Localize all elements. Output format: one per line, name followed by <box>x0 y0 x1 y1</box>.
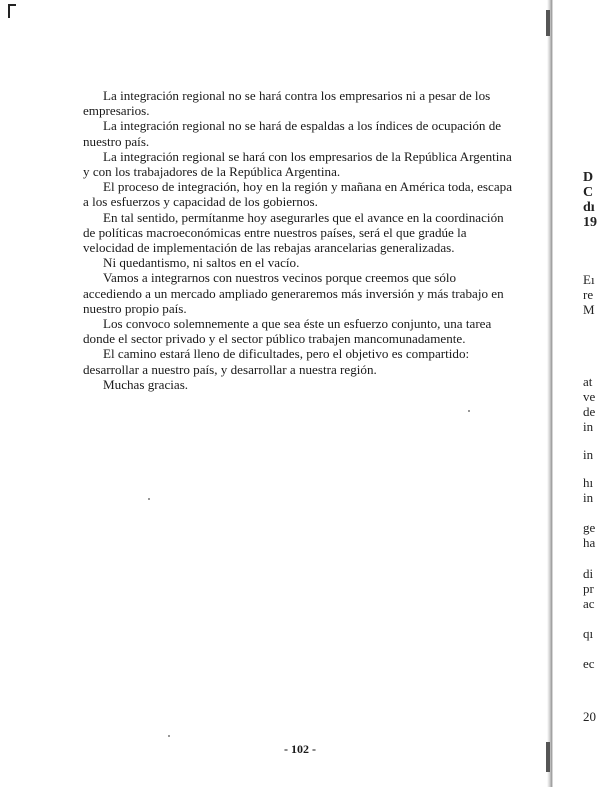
bleed-heading-fragment: C <box>583 185 594 200</box>
bleed-body-fragment: in <box>583 419 594 434</box>
paragraph: Muchas gracias. <box>103 376 189 392</box>
scan-speck <box>468 410 470 412</box>
bleed-body-fragment: de <box>583 404 596 419</box>
scan-speck <box>148 498 150 500</box>
paragraph: Ni quedantismo, ni saltos en el vacío. <box>103 255 300 271</box>
bleed-heading-fragment: dı <box>583 200 595 215</box>
bleed-body-fragment: ha <box>583 535 596 550</box>
bleed-body-fragment: in <box>583 490 594 505</box>
paragraph: La integración regional no se hará de espaldas a los índices de ocupación de nuestro país. <box>83 118 502 149</box>
bleed-body-fragment: pr <box>583 581 594 596</box>
speech-text-block <box>83 88 515 392</box>
bleed-body-fragment: in <box>583 447 594 462</box>
bleed-body-fragment: hı <box>583 475 594 490</box>
paragraph: El camino estará lleno de dificultades, pero el objetivo es compartido: desarrollar a nuestro país, y desarrollar a nuestra región. <box>83 346 470 377</box>
paragraph: Los convoco solemnemente a que sea éste un esfuerzo conjunto, una tarea donde el sector privado y el sector público trabajen mancomunadamente. <box>83 316 492 347</box>
bleed-body-fragment: 20 <box>583 709 596 724</box>
paragraph: La integración regional se hará con los empresarios de la República Argentina y con los trabajadores de la República Argentina. <box>83 148 512 180</box>
paragraph: El proceso de integración, hoy en la región y mañana en América toda, escapa a los esfuerzos y capacidad de los gobiernos. <box>83 179 513 210</box>
next-page-bleed-edge <box>537 0 600 787</box>
page-number: - 102 - <box>284 742 316 756</box>
scan-speck <box>168 735 170 737</box>
paragraph: Vamos a integrarnos con nuestros vecinos porque creemos que sólo accediendo a un mercado ampliado generaremos más inversión y más trabajo en nuestro propio país. <box>83 270 504 316</box>
top-left-corner-mark <box>8 4 16 18</box>
bleed-body-fragment: M <box>583 302 595 317</box>
gutter-shadow <box>546 742 550 772</box>
bleed-body-fragment: qı <box>583 626 594 641</box>
bleed-body-fragment: ec <box>583 656 595 671</box>
bleed-body-fragment: ge <box>583 520 596 535</box>
bleed-body-fragment: re <box>583 287 594 302</box>
binding-gutter <box>547 0 553 787</box>
bleed-body-fragment: ve <box>583 389 596 404</box>
bleed-body-fragment: di <box>583 566 594 581</box>
paragraph: En tal sentido, permítanme hoy asegurarles que el avance en la coordinación de políticas macroeconómicas entre nuestros países, será el que gradúe la velocidad de implementación de las rebajas arancelarias generalizadas. <box>83 209 504 256</box>
bleed-body-fragment: ac <box>583 596 595 611</box>
bleed-body-fragment: Eı <box>583 272 595 287</box>
paragraph: La integración regional no se hará contra los empresarios ni a pesar de los empresarios. <box>83 88 491 119</box>
bleed-body-fragment: at <box>583 374 593 389</box>
bleed-heading-fragment: 19 <box>583 215 597 230</box>
bleed-heading-fragment: D <box>583 170 594 185</box>
gutter-shadow <box>546 10 550 36</box>
